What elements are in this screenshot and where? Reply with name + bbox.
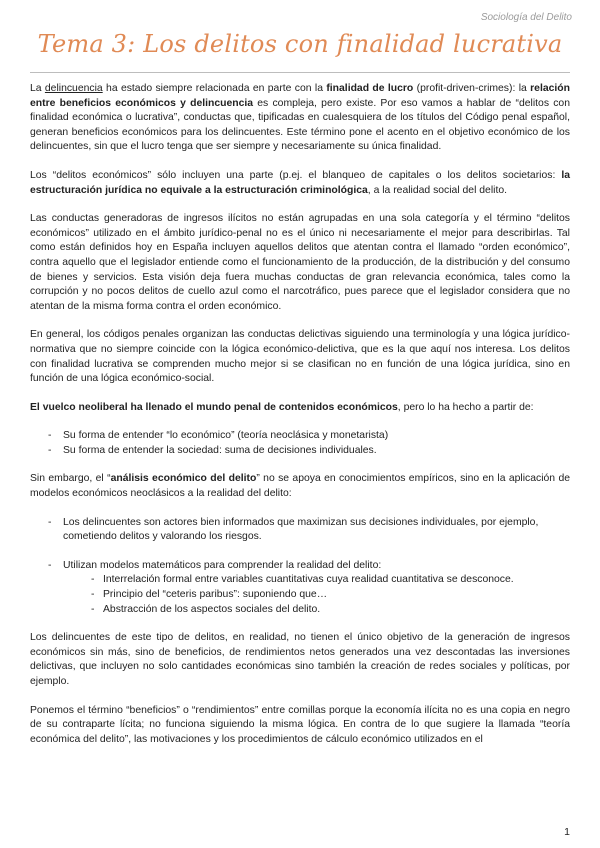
list-analisis (30, 516, 570, 618)
header-subject: Sociología del Delito (480, 12, 572, 23)
sublist-item: - Abstracción de los aspectos sociales del delito. (63, 603, 570, 618)
link-delincuencia[interactable]: delincuencia (44, 83, 103, 94)
paragraph-2: Los “delitos económicos” sólo incluyen una parte (p.ej. el blanqueo de capitales o los delitos societarios: la estructuración jurídica no equivale a la estructuración criminológica, a la realidad social del delito. (30, 169, 570, 196)
page-number: 1 (564, 826, 570, 838)
list-item: - Utilizan modelos matemáticos para comprender la realidad del delito: - Interrelación formal entre variables cuantitativas cuya realidad cuantitativa se desconoce. - Principio del “ceteris paribus”: suponiendo que… - Abstracción de los aspectos sociales del delito. (30, 559, 570, 617)
sublist-item: - Principio del “ceteris paribus”: suponiendo que… (63, 588, 570, 603)
list-neoliberal (30, 429, 570, 458)
sublist-modelos (63, 573, 570, 617)
page-title: Tema 3: Los delitos con finalidad lucrativa (37, 30, 563, 58)
list-item: - Su forma de entender “lo económico” (teoría neoclásica y monetarista) (30, 429, 570, 444)
paragraph-4: En general, los códigos penales organizan las conductas delictivas siguiendo una terminología y una lógica jurídico-normativa que no siempre coincide con la lógica económico-delictiva, que es la que aquí nos interesa. Los delitos con finalidad lucrativa se comprenden mucho mejor si se clasifican no en función de una lógica jurídica, sino en función de una lógica económico-social. (30, 329, 570, 385)
paragraph-8: Ponemos el término “beneficios” o “rendimientos” entre comillas porque la economía ilícita no es una copia en negro de su contraparte lícita; no funciona siguiendo la misma lógica. En contra de lo que sugiere la llamada “teoría económica del delito”, las motivaciones y los procedimientos de cálculo económico utilizados en el (30, 704, 570, 745)
paragraph-7: Los delincuentes de este tipo de delitos, en realidad, no tienen el único objetivo de la generación de ingresos económicos sin más, sino de beneficios, de rendimientos netos generados una vez descontadas las inversiones delictivas, que incluyen no solo cantidades económicas sino también la creación de redes sociales y políticas, por ejemplo. (30, 632, 570, 687)
list-item: - Los delincuentes son actores bien informados que maximizan sus decisiones individuales, por ejemplo, cometiendo delitos y valorando los riesgos. (30, 516, 570, 545)
paragraph-3: Las conductas generadoras de ingresos ilícitos no están agrupadas en una sola categoría y el término “delitos económicos” utilizado en el ámbito jurídico-penal no es el único ni necesariamente el mejor para describirlas. Tal como están definidos hoy en España incluyen aquellos delitos que atentan contra el llamado “orden económico”, contra aquello que el legislador entiende como el funcionamiento de la producción, de la distribución y del consumo de bienes y servicios. Esta visión deja fuera muchas conductas de gran relevancia económica, tales como la corrupción y no pocos delitos de cuello azul como el narcotráfico, pues parece que el legislador considera que no atentan de la misma forma contra el orden económico. (30, 213, 570, 312)
paragraph-1: La delincuencia ha estado siempre relacionada en parte con la finalidad de lucro (profit-driven-crimes): la relación entre beneficios económicos y delincuencia es compleja, pero existe. Por eso vamos a hablar de “delitos con finalidad económica o lucrativa”, conductas que, tipificadas en cualesquiera de los títulos del Código penal español, generan beneficios económicos para los delincuentes. Este término pone el acento en el objetivo económico de los delincuentes, sin que el lucro tenga que ser siempre y necesariamente su única finalidad. (30, 83, 570, 153)
sublist-item: - Interrelación formal entre variables cuantitativas cuya realidad cuantitativa se desconoce. (63, 573, 570, 588)
list-item: - Su forma de entender la sociedad: suma de decisiones individuales. (30, 444, 570, 459)
document-body (30, 82, 570, 761)
title-divider (30, 72, 570, 73)
paragraph-6: Sin embargo, el “análisis económico del delito” no se apoya en conocimientos empíricos, sino en la aplicación de modelos económicos neoclásicos a la realidad del delito: (30, 473, 571, 500)
paragraph-5: El vuelco neoliberal ha llenado el mundo penal de contenidos económicos, pero lo ha hecho a partir de: (30, 401, 534, 413)
